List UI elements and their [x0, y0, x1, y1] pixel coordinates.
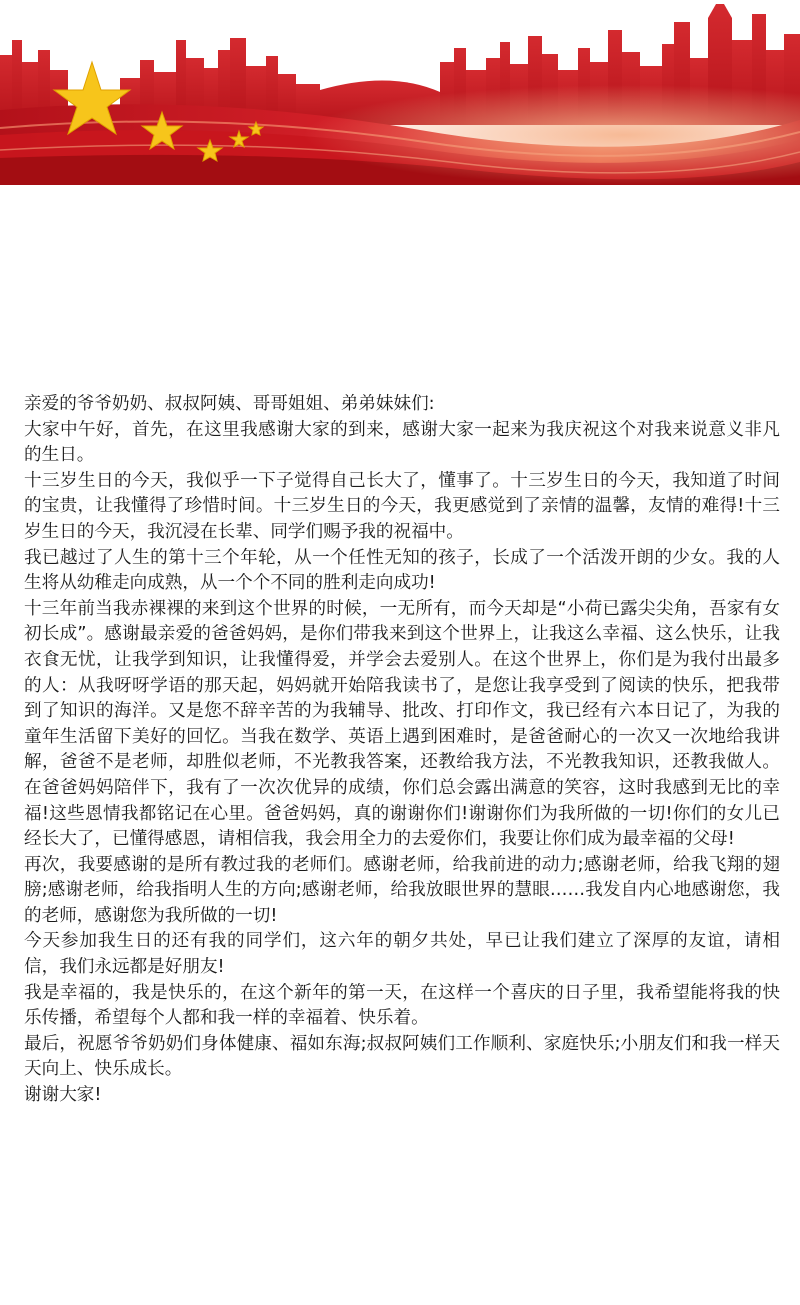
header-banner [0, 0, 800, 185]
paragraph: 我是幸福的，我是快乐的，在这个新年的第一天，在这样一个喜庆的日子里，我希望能将我的快乐传播，希望每个人都和我一样的幸福着、快乐着。 [24, 982, 780, 1029]
paragraph: 十三岁生日的今天，我似乎一下子觉得自己长大了，懂事了。十三岁生日的今天，我知道了时间的宝贵，让我懂得了珍惜时间。十三岁生日的今天，我更感觉到了亲情的温馨，友情的难得!十三岁生日的今天，我沉浸在长辈、同学们赐予我的祝福中。 [24, 470, 780, 542]
paragraph: 今天参加我生日的还有我的同学们，这六年的朝夕共处，早已让我们建立了深厚的友谊，请相信，我们永远都是好朋友! [24, 931, 780, 978]
paragraph: 大家中午好，首先，在这里我感谢大家的到来，感谢大家一起来为我庆祝这个对我来说意义非凡的生日。 [24, 419, 780, 466]
paragraph: 再次，我要感谢的是所有教过我的老师们。感谢老师，给我前进的动力;感谢老师，给我飞翔的翅膀;感谢老师，给我指明人生的方向;感谢老师，给我放眼世界的慧眼……我发自内心地感谢您，我的老师，感谢您为我所做的一切! [24, 854, 780, 926]
paragraph: 十三年前当我赤裸裸的来到这个世界的时候，一无所有，而今天却是“小荷已露尖尖角，吾家有女初长成”。感谢最亲爱的爸爸妈妈，是你们带我来到这个世界上，让我这么幸福、这么快乐，让我衣食无忧，让我学到知识，让我懂得爱，并学会去爱别人。在这个世界上，你们是为我付出最多的人：从我呀呀学语的那天起，妈妈就开始陪我读书了，是您让我享受到了阅读的快乐，把我带到了知识的海洋。又是您不辞辛苦的为我辅导、批改、打印作文，我已经有六本日记了，为我的童年生活留下美好的回忆。当我在数学、英语上遇到困难时，是爸爸耐心的一次又一次地给我讲解，爸爸不是老师，却胜似老师，不光教我答案，还教给我方法，不光教我知识，还教我做人。在爸爸妈妈陪伴下，我有了一次次优异的成绩，你们总会露出满意的笑容，这时我感到无比的幸福!这些恩情我都铭记在心里。爸爸妈妈，真的谢谢你们!谢谢你们为我所做的一切!你们的女儿已经长大了，已懂得感恩，请相信我，我会用全力的去爱你们，我要让你们成为最幸福的父母! [24, 598, 780, 850]
closing-line: 谢谢大家! [24, 1085, 102, 1106]
city-skyline-icon [0, 0, 800, 185]
greeting-line: 亲爱的爷爷奶奶、叔叔阿姨、哥哥姐姐、弟弟妹妹们: [24, 394, 435, 414]
letter-body [24, 392, 780, 1109]
paragraph: 我已越过了人生的第十三个年轮，从一个任性无知的孩子，长成了一个活泼开朗的少女。我的人生将从幼稚走向成熟，从一个个不同的胜利走向成功! [24, 547, 780, 594]
paragraph: 最后，祝愿爷爷奶奶们身体健康、福如东海;叔叔阿姨们工作顺利、家庭快乐;小朋友们和我一样天天向上、快乐成长。 [24, 1033, 780, 1080]
